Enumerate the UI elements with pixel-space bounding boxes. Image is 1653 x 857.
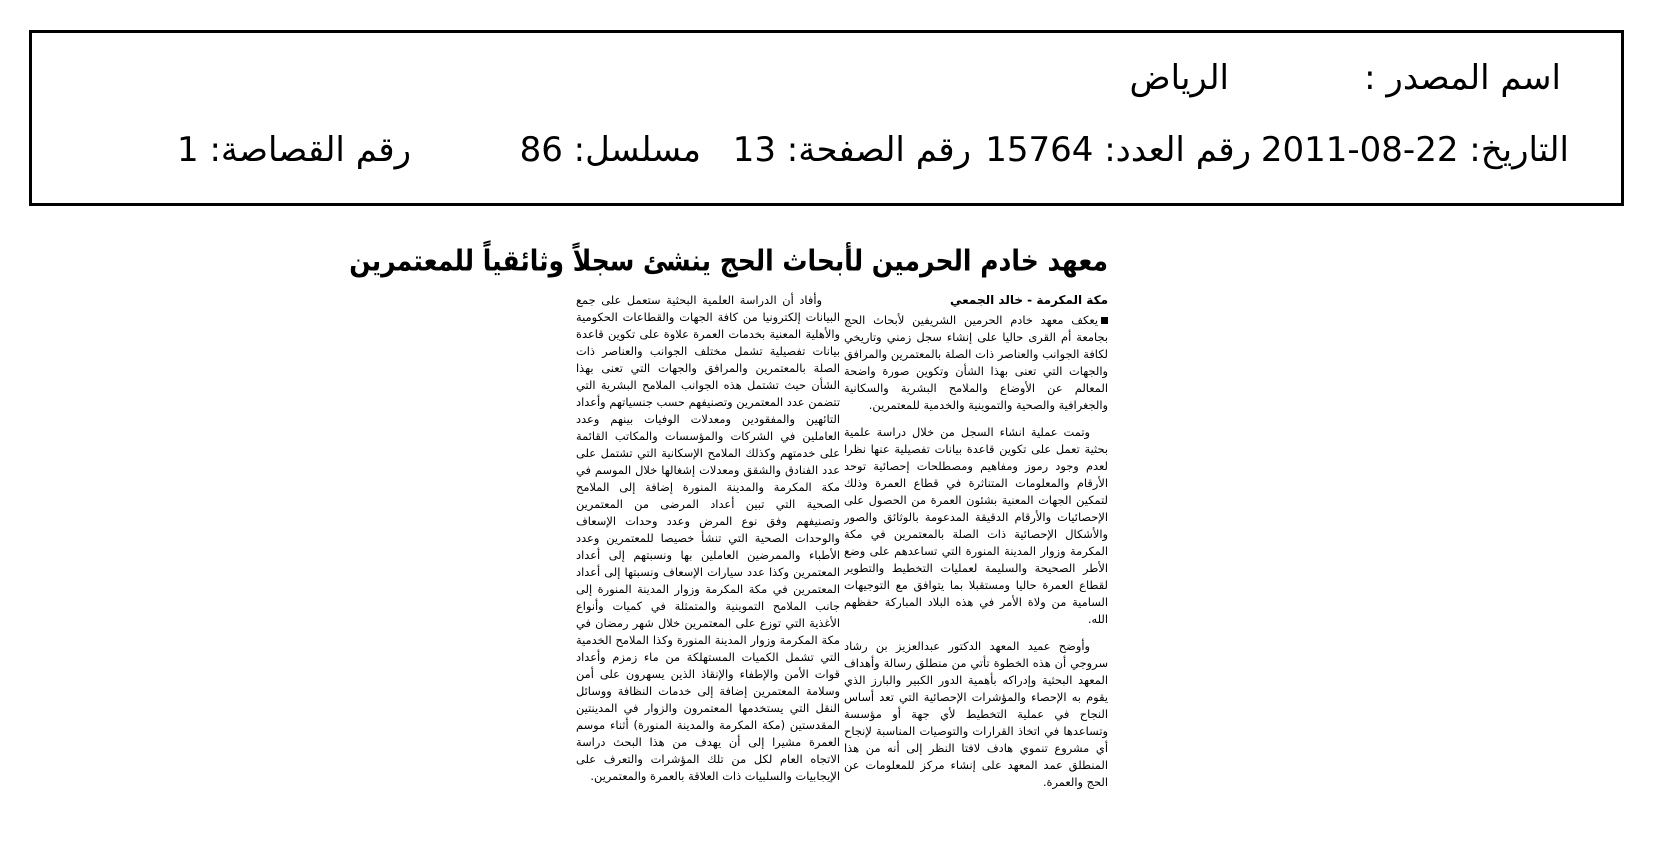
issue-number-field: رقم العدد: 15764 (985, 130, 1251, 170)
date-field: التاريخ: 22-08-2011 (1260, 130, 1569, 170)
article-column-right (844, 292, 1108, 842)
article-paragraph: وأوضح عميد المعهد الدكتور عبدالعزيز بن رشاد سروجي أن هذه الخطوة تأتي من منطلق رسالة وأهداف المعهد البحثية وإدراكه بأهمية الدور الكبير والبارز الذي يقوم به الإحصاء والمؤشرات الإحصائية التي تعد أساس النجاح في عملية التخطيط لأي جهة أو مؤسسة وتساعدها في اتخاذ القرارات والتوصيات المناسبة لإنجاح أي مشروع تنموي هادف لافتا النظر إلى أنه من هذا المنطلق عمد المعهد على إنشاء مركز للمعلومات عن الحج والعمرة. (844, 639, 1108, 789)
article-paragraph: وأفاد أن الدراسة العلمية البحثية ستعمل على جمع البيانات إلكترونيا من كافة الجهات والقطاعات الحكومية والأهلية المعنية بخدمات العمرة علاوة على تكوين قاعدة بيانات تفصيلية تشمل مختلف الجوانب والعناصر ذات الصلة بالمعتمرين والمرافق والجهات التي تعنى بهذا الشأن حيث تشتمل هذه الجوانب الملامح البشرية التي تتضمن عدد المعتمرين وتصنيفهم حسب جنسياتهم وأعداد التائهين والمفقودين ومعدلات الوفيات بينهم وعدد العاملين في الشركات والمؤسسات والمكاتب القائمة على خدمتهم وكذلك الملامح الإسكانية التي تشتمل على عدد الفنادق والشقق ومعدلات إشغالها خلال الموسم في مكة المكرمة والمدينة المنورة إضافة إلى الملامح الصحية التي تبين أعداد المرضى من المعتمرين وتصنيفهم وفق نوع المرض وعدد وحدات الإسعاف والوحدات الصحية التي تنشأ خصيصا للمعتمرين وعدد الأطباء والممرضين العاملين بها ونسبتهم إلى أعداد المعتمرين وكذا عدد سيارات الإسعاف ونسبتها إلى أعداد المعتمرين في مكة المكرمة وزوار المدينة المنورة إلى جانب الملامح التموينية والمتمثلة في كميات وأنواع الأغذية التي توزع على المعتمرين خلال شهر رمضان في مكة المكرمة وزوار المدينة المنورة وكذا الملامح الخدمية التي تشمل الكميات المستهلكة من ماء زمزم وأعداد قوات الأمن والإطفاء والإنقاذ الذين يسهرون على أمن وسلامة المعتمرين إضافة إلى خدمات النظافة ووسائل النقل التي يستخدمها المعتمرون والزوار في المدينتين المقدستين (مكة المكرمة والمدينة المنورة) أثناء موسم العمرة مشيرا إلى أن يهدف من هذا البحث دراسة الاتجاه العام لكل من تلك المؤشرات والتعرف على الإيجابيات والسلبيات ذات العلاقة بالعمرة والمعتمرين. (576, 293, 840, 783)
page-number-field: رقم الصفحة: 13 (732, 130, 971, 170)
article-headline: معهد خادم الحرمين لأبحاث الحج ينشئ سجلاً وثائقياً للمعتمرين (349, 243, 1108, 278)
source-value: الرياض (1129, 58, 1229, 98)
article-columns (576, 292, 1108, 842)
source-label: اسم المصدر : (1364, 58, 1561, 98)
article-paragraph: وتمت عملية انشاء السجل من خلال دراسة علمية بحثية تعمل على تكوين قاعدة بيانات تفصيلية عنها نظرا لعدم وجود رموز ومفاهيم ومصطلحات إحصائية توحد الأرقام والمعلومات المتناثرة في قطاع العمرة وذلك لتمكين الجهات المعنية بشئون العمرة من الحصول على الإحصائيات والأرقام الدقيقة المدعومة بالوثائق والصور والأشكال الإحصائية ذات الصلة بالمعتمرين في مكة المكرمة وزوار المدينة المنورة التي تساعدهم على وضع الأطر الصحيحة والسليمة لعمليات التخطيط والتطوير لقطاع العمرة حاليا ومستقبلا بما يتوافق مع التوجيهات السامية من ولاة الأمر في هذه البلاد المباركة حفظهم الله. (844, 425, 1108, 626)
bullet-icon (1101, 317, 1108, 324)
serial-field: مسلسل: 86 (519, 130, 701, 170)
clipping-header (29, 30, 1624, 206)
article-byline: مكة المكرمة - خالد الجمعي (949, 293, 1108, 307)
clip-number-field: رقم القصاصة: 1 (177, 130, 411, 170)
article-paragraph: يعكف معهد خادم الحرمين الشريفين لأبحاث الحج بجامعة أم القرى حاليا على إنشاء سجل زمني وتاريخي لكافة الجوانب والعناصر ذات الصلة بالمعتمرين والمرافق والجهات التي تعنى بهذا الشأن وتكوين صورة واضحة المعالم عن الأوضاع والملامح البشرية والسكانية والجغرافية والصحية والتموينية والخدمية للمعتمرين. (844, 313, 1108, 412)
news-article-clipping (349, 243, 1108, 842)
article-column-left (576, 292, 840, 842)
